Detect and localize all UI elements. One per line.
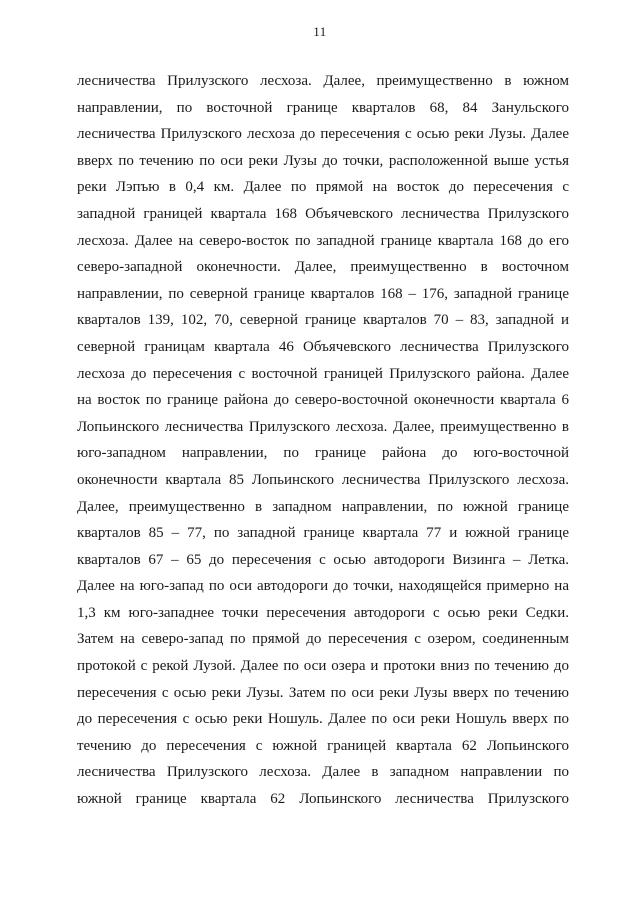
text-line: юго-западном направлении, по границе района до юго-восточной: [77, 445, 569, 462]
text-line: на восток по границе района до северо-восточной оконечности квартала 6: [77, 392, 569, 409]
text-line: лесничества Прилузского лесхоза. Далее в западном направлении по: [77, 764, 569, 781]
text-line: Далее на юго-запад по оси автодороги до точки, находящейся примерно на: [77, 578, 569, 595]
text-line: северо-западной оконечности. Далее, преимущественно в восточном: [77, 259, 569, 276]
text-line: реки Лэпъю в 0,4 км. Далее по прямой на восток до пересечения с: [77, 179, 569, 196]
text-line: протокой с рекой Лузой. Далее по оси озера и протоки вниз по течению до: [77, 658, 569, 675]
text-line: Далее, преимущественно в западном направлении, по южной границе: [77, 498, 569, 515]
body-text: [77, 68, 569, 813]
text-line: течению до пересечения с южной границей квартала 62 Лопьинского: [77, 737, 569, 754]
text-line: направлении, по восточной границе кварталов 68, 84 Занульского: [77, 99, 569, 116]
text-line: направлении, по северной границе кварталов 168 – 176, западной границе: [77, 285, 569, 302]
text-line: вверх по течению по оси реки Лузы до точки, расположенной выше устья: [77, 152, 569, 169]
text-line: Лопьинского лесничества Прилузского лесхоза. Далее, преимущественно в: [77, 418, 569, 435]
text-line: кварталов 67 – 65 до пересечения с осью автодороги Визинга – Летка.: [77, 551, 569, 568]
text-line: лесхоза до пересечения с восточной границей Прилузского района. Далее: [77, 365, 569, 382]
page-number: 11: [313, 24, 327, 39]
text-line: лесничества Прилузского лесхоза. Далее, преимущественно в южном: [77, 73, 569, 89]
text-line: южной границе квартала 62 Лопьинского лесничества Прилузского: [77, 791, 569, 808]
text-line: северной границам квартала 46 Объячевского лесничества Прилузского: [77, 338, 569, 355]
text-line: кварталов 139, 102, 70, северной границе кварталов 70 – 83, западной и: [77, 312, 569, 329]
text-line: кварталов 85 – 77, по западной границе квартала 77 и южной границе: [77, 525, 569, 542]
text-line: 1,3 км юго-западнее точки пересечения автодороги с осью реки Седки.: [77, 604, 569, 621]
text-line: до пересечения с осью реки Ношуль. Далее по оси реки Ношуль вверх по: [77, 711, 569, 728]
text-line: пересечения с осью реки Лузы. Затем по оси реки Лузы вверх по течению: [77, 684, 569, 701]
text-line: Затем на северо-запад по прямой до пересечения с озером, соединенным: [77, 631, 569, 648]
text-line: лесхоза. Далее на северо-восток по западной границе квартала 168 до его: [77, 232, 569, 249]
text-line: оконечности квартала 85 Лопьинского лесничества Прилузского лесхоза.: [77, 471, 569, 488]
text-line: западной границей квартала 168 Объячевского лесничества Прилузского: [77, 205, 569, 222]
text-line: лесничества Прилузского лесхоза до пересечения с осью реки Лузы. Далее: [77, 126, 569, 143]
